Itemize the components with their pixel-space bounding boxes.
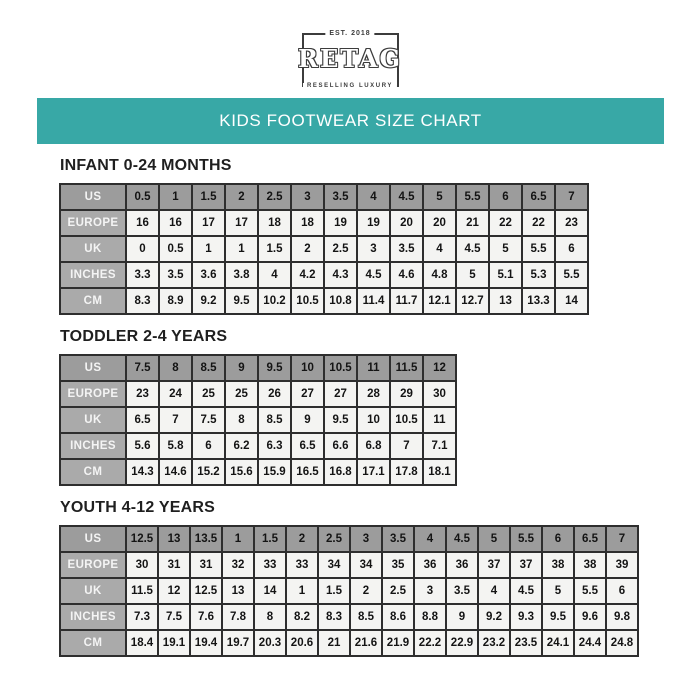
table-row-cm (60, 288, 588, 314)
retag-logo (0, 0, 700, 87)
size-cell: 10.5 (291, 288, 324, 314)
table-row-europe (60, 381, 456, 407)
size-cell: 19 (357, 210, 390, 236)
logo-tagline-text: RESELLING LUXURY (303, 83, 397, 89)
size-cell: 8.5 (350, 604, 382, 630)
size-cell: 4.2 (291, 262, 324, 288)
size-cell: 3.5 (390, 236, 423, 262)
row-label-uk: UK (60, 407, 126, 433)
size-cell: 8.6 (382, 604, 414, 630)
size-table-section-youth (59, 499, 700, 657)
size-cell: 8.5 (192, 355, 225, 381)
row-label-us: US (60, 184, 126, 210)
size-cell: 4.5 (357, 262, 390, 288)
size-table-infant (59, 183, 589, 315)
size-cell: 7 (159, 407, 192, 433)
size-cell: 7.1 (423, 433, 456, 459)
size-table-youth (59, 525, 639, 657)
size-table-toddler (59, 354, 457, 486)
size-cell: 26 (258, 381, 291, 407)
size-cell: 7.5 (192, 407, 225, 433)
size-cell: 8 (254, 604, 286, 630)
size-cell: 34 (350, 552, 382, 578)
size-cell: 7.5 (126, 355, 159, 381)
size-cell: 1 (225, 236, 258, 262)
size-cell: 11.5 (126, 578, 158, 604)
size-cell: 30 (423, 381, 456, 407)
size-cell: 4.6 (390, 262, 423, 288)
size-cell: 6.5 (574, 526, 606, 552)
size-cell: 7.3 (126, 604, 158, 630)
size-cell: 10.8 (324, 288, 357, 314)
size-cell: 22 (489, 210, 522, 236)
size-cell: 32 (222, 552, 254, 578)
table-row-uk (60, 407, 456, 433)
size-cell: 0.5 (126, 184, 159, 210)
size-cell: 22 (522, 210, 555, 236)
size-cell: 4 (357, 184, 390, 210)
row-label-inches: INCHES (60, 262, 126, 288)
size-cell: 33 (286, 552, 318, 578)
size-cell: 24 (159, 381, 192, 407)
size-cell: 12 (158, 578, 190, 604)
size-cell: 2.5 (324, 236, 357, 262)
size-cell: 37 (478, 552, 510, 578)
size-cell: 20.6 (286, 630, 318, 656)
size-cell: 1.5 (254, 526, 286, 552)
size-cell: 3 (350, 526, 382, 552)
size-cell: 3.5 (324, 184, 357, 210)
size-cell: 22.2 (414, 630, 446, 656)
size-cell: 15.6 (225, 459, 258, 485)
size-cell: 5.6 (126, 433, 159, 459)
size-cell: 9.6 (574, 604, 606, 630)
row-label-europe: EUROPE (60, 381, 126, 407)
size-cell: 12 (423, 355, 456, 381)
size-cell: 4.8 (423, 262, 456, 288)
size-cell: 6.2 (225, 433, 258, 459)
size-cell: 15.2 (192, 459, 225, 485)
row-label-cm: CM (60, 288, 126, 314)
size-cell: 2 (286, 526, 318, 552)
size-cell: 5.5 (456, 184, 489, 210)
size-cell: 3.3 (126, 262, 159, 288)
size-cell: 4 (478, 578, 510, 604)
table-row-us (60, 184, 588, 210)
size-cell: 4 (423, 236, 456, 262)
size-cell: 9.5 (258, 355, 291, 381)
size-cell: 4 (414, 526, 446, 552)
size-cell: 1.5 (318, 578, 350, 604)
size-cell: 1 (222, 526, 254, 552)
size-cell: 8.9 (159, 288, 192, 314)
size-cell: 19 (324, 210, 357, 236)
size-cell: 6.6 (324, 433, 357, 459)
size-cell: 16 (159, 210, 192, 236)
size-cell: 7.6 (190, 604, 222, 630)
section-title-infant: INFANT 0-24 MONTHS (60, 157, 232, 174)
size-cell: 5 (542, 578, 574, 604)
size-cell: 5 (478, 526, 510, 552)
size-cell: 37 (510, 552, 542, 578)
row-label-uk: UK (60, 236, 126, 262)
size-cell: 38 (542, 552, 574, 578)
size-cell: 11.5 (390, 355, 423, 381)
size-cell: 5.5 (510, 526, 542, 552)
size-cell: 13 (222, 578, 254, 604)
size-cell: 23 (126, 381, 159, 407)
size-cell: 6.5 (126, 407, 159, 433)
size-cell: 5 (489, 236, 522, 262)
size-cell: 9 (225, 355, 258, 381)
size-cell: 0 (126, 236, 159, 262)
size-cell: 17 (225, 210, 258, 236)
size-cell: 21 (456, 210, 489, 236)
size-cell: 5 (456, 262, 489, 288)
size-cell: 12.5 (190, 578, 222, 604)
size-cell: 8.3 (126, 288, 159, 314)
size-cell: 5.5 (574, 578, 606, 604)
size-cell: 5.3 (522, 262, 555, 288)
size-cell: 2.5 (382, 578, 414, 604)
size-cell: 3.5 (159, 262, 192, 288)
size-cell: 9.5 (225, 288, 258, 314)
size-cell: 7.8 (222, 604, 254, 630)
size-cell: 14.3 (126, 459, 159, 485)
size-cell: 4 (258, 262, 291, 288)
row-label-uk: UK (60, 578, 126, 604)
size-cell: 19.7 (222, 630, 254, 656)
logo-established-text: EST. 2018 (325, 30, 374, 37)
size-cell: 24.4 (574, 630, 606, 656)
size-cell: 6 (489, 184, 522, 210)
size-cell: 1 (286, 578, 318, 604)
logo-frame (298, 30, 402, 89)
size-cell: 18.4 (126, 630, 158, 656)
size-cell: 33 (254, 552, 286, 578)
size-cell: 13.3 (522, 288, 555, 314)
size-cell: 13 (158, 526, 190, 552)
row-label-inches: INCHES (60, 433, 126, 459)
row-label-us: US (60, 355, 126, 381)
size-cell: 6 (192, 433, 225, 459)
size-cell: 10.5 (324, 355, 357, 381)
size-cell: 9 (291, 407, 324, 433)
row-label-europe: EUROPE (60, 552, 126, 578)
size-tables-container (0, 157, 700, 657)
size-cell: 4.3 (324, 262, 357, 288)
chart-title-banner (37, 98, 664, 144)
table-row-inches (60, 433, 456, 459)
size-cell: 30 (126, 552, 158, 578)
size-cell: 15.9 (258, 459, 291, 485)
size-cell: 1.5 (258, 236, 291, 262)
size-cell: 2.5 (318, 526, 350, 552)
size-cell: 6 (555, 236, 588, 262)
size-cell: 9 (446, 604, 478, 630)
size-cell: 8.5 (258, 407, 291, 433)
size-cell: 28 (357, 381, 390, 407)
size-cell: 21.9 (382, 630, 414, 656)
size-cell: 4.5 (390, 184, 423, 210)
size-cell: 18 (258, 210, 291, 236)
size-cell: 16.8 (324, 459, 357, 485)
chart-title: KIDS FOOTWEAR SIZE CHART (219, 111, 482, 130)
size-cell: 36 (414, 552, 446, 578)
size-cell: 5.5 (555, 262, 588, 288)
size-cell: 5.8 (159, 433, 192, 459)
table-row-europe (60, 210, 588, 236)
size-cell: 14 (254, 578, 286, 604)
size-cell: 24.8 (606, 630, 638, 656)
size-cell: 20 (423, 210, 456, 236)
size-cell: 3.5 (382, 526, 414, 552)
size-cell: 12.5 (126, 526, 158, 552)
size-cell: 13 (489, 288, 522, 314)
size-cell: 17.1 (357, 459, 390, 485)
size-cell: 31 (158, 552, 190, 578)
size-cell: 17 (192, 210, 225, 236)
size-cell: 27 (324, 381, 357, 407)
size-cell: 7 (390, 433, 423, 459)
size-cell: 2 (225, 184, 258, 210)
size-cell: 9.8 (606, 604, 638, 630)
table-row-uk (60, 578, 638, 604)
size-cell: 23 (555, 210, 588, 236)
size-cell: 10.2 (258, 288, 291, 314)
size-cell: 23.2 (478, 630, 510, 656)
size-cell: 36 (446, 552, 478, 578)
size-cell: 8.2 (286, 604, 318, 630)
size-cell: 13.5 (190, 526, 222, 552)
size-cell: 24.1 (542, 630, 574, 656)
size-table-section-toddler (59, 328, 700, 486)
table-row-cm (60, 459, 456, 485)
size-cell: 12.7 (456, 288, 489, 314)
table-row-us (60, 526, 638, 552)
size-cell: 1 (192, 236, 225, 262)
size-cell: 18.1 (423, 459, 456, 485)
size-cell: 3 (291, 184, 324, 210)
row-label-cm: CM (60, 459, 126, 485)
table-row-us (60, 355, 456, 381)
size-cell: 2 (291, 236, 324, 262)
size-cell: 14 (555, 288, 588, 314)
size-cell: 9.5 (324, 407, 357, 433)
size-cell: 38 (574, 552, 606, 578)
size-cell: 22.9 (446, 630, 478, 656)
size-cell: 19.1 (158, 630, 190, 656)
table-row-europe (60, 552, 638, 578)
table-row-uk (60, 236, 588, 262)
row-label-us: US (60, 526, 126, 552)
size-cell: 0.5 (159, 236, 192, 262)
size-cell: 4.5 (446, 526, 478, 552)
size-table-section-infant (59, 157, 700, 315)
size-cell: 27 (291, 381, 324, 407)
size-cell: 6.5 (291, 433, 324, 459)
table-row-inches (60, 604, 638, 630)
size-cell: 11 (423, 407, 456, 433)
size-cell: 3.5 (446, 578, 478, 604)
size-cell: 35 (382, 552, 414, 578)
section-title-toddler: TODDLER 2-4 YEARS (60, 328, 228, 345)
size-cell: 2 (350, 578, 382, 604)
size-cell: 6.8 (357, 433, 390, 459)
size-cell: 1.5 (192, 184, 225, 210)
size-cell: 34 (318, 552, 350, 578)
size-cell: 25 (225, 381, 258, 407)
size-cell: 5.1 (489, 262, 522, 288)
size-cell: 3.8 (225, 262, 258, 288)
row-label-inches: INCHES (60, 604, 126, 630)
size-cell: 10.5 (390, 407, 423, 433)
size-cell: 3.6 (192, 262, 225, 288)
size-cell: 7 (606, 526, 638, 552)
size-cell: 9.2 (478, 604, 510, 630)
table-row-cm (60, 630, 638, 656)
size-cell: 8.3 (318, 604, 350, 630)
section-title-youth: YOUTH 4-12 YEARS (60, 499, 215, 516)
size-cell: 17.8 (390, 459, 423, 485)
size-cell: 9.5 (542, 604, 574, 630)
size-cell: 8.8 (414, 604, 446, 630)
size-cell: 16 (126, 210, 159, 236)
size-cell: 18 (291, 210, 324, 236)
row-label-europe: EUROPE (60, 210, 126, 236)
size-cell: 8 (225, 407, 258, 433)
size-cell: 29 (390, 381, 423, 407)
logo-brand-text: RETAG (298, 44, 402, 73)
size-cell: 6 (606, 578, 638, 604)
size-cell: 20 (390, 210, 423, 236)
size-cell: 11 (357, 355, 390, 381)
size-cell: 39 (606, 552, 638, 578)
size-cell: 19.4 (190, 630, 222, 656)
size-cell: 1 (159, 184, 192, 210)
size-cell: 6.3 (258, 433, 291, 459)
size-cell: 4.5 (510, 578, 542, 604)
size-cell: 2.5 (258, 184, 291, 210)
size-cell: 10 (357, 407, 390, 433)
size-cell: 12.1 (423, 288, 456, 314)
size-cell: 5.5 (522, 236, 555, 262)
size-cell: 9.3 (510, 604, 542, 630)
size-cell: 4.5 (456, 236, 489, 262)
size-cell: 21 (318, 630, 350, 656)
size-cell: 5 (423, 184, 456, 210)
size-cell: 7.5 (158, 604, 190, 630)
size-cell: 9.2 (192, 288, 225, 314)
size-cell: 11.7 (390, 288, 423, 314)
size-cell: 11.4 (357, 288, 390, 314)
size-cell: 16.5 (291, 459, 324, 485)
table-row-inches (60, 262, 588, 288)
size-cell: 23.5 (510, 630, 542, 656)
size-cell: 21.6 (350, 630, 382, 656)
size-cell: 10 (291, 355, 324, 381)
size-cell: 3 (414, 578, 446, 604)
size-cell: 25 (192, 381, 225, 407)
size-cell: 14.6 (159, 459, 192, 485)
size-cell: 20.3 (254, 630, 286, 656)
size-cell: 7 (555, 184, 588, 210)
size-cell: 3 (357, 236, 390, 262)
size-cell: 8 (159, 355, 192, 381)
size-cell: 6 (542, 526, 574, 552)
size-cell: 31 (190, 552, 222, 578)
row-label-cm: CM (60, 630, 126, 656)
size-cell: 6.5 (522, 184, 555, 210)
